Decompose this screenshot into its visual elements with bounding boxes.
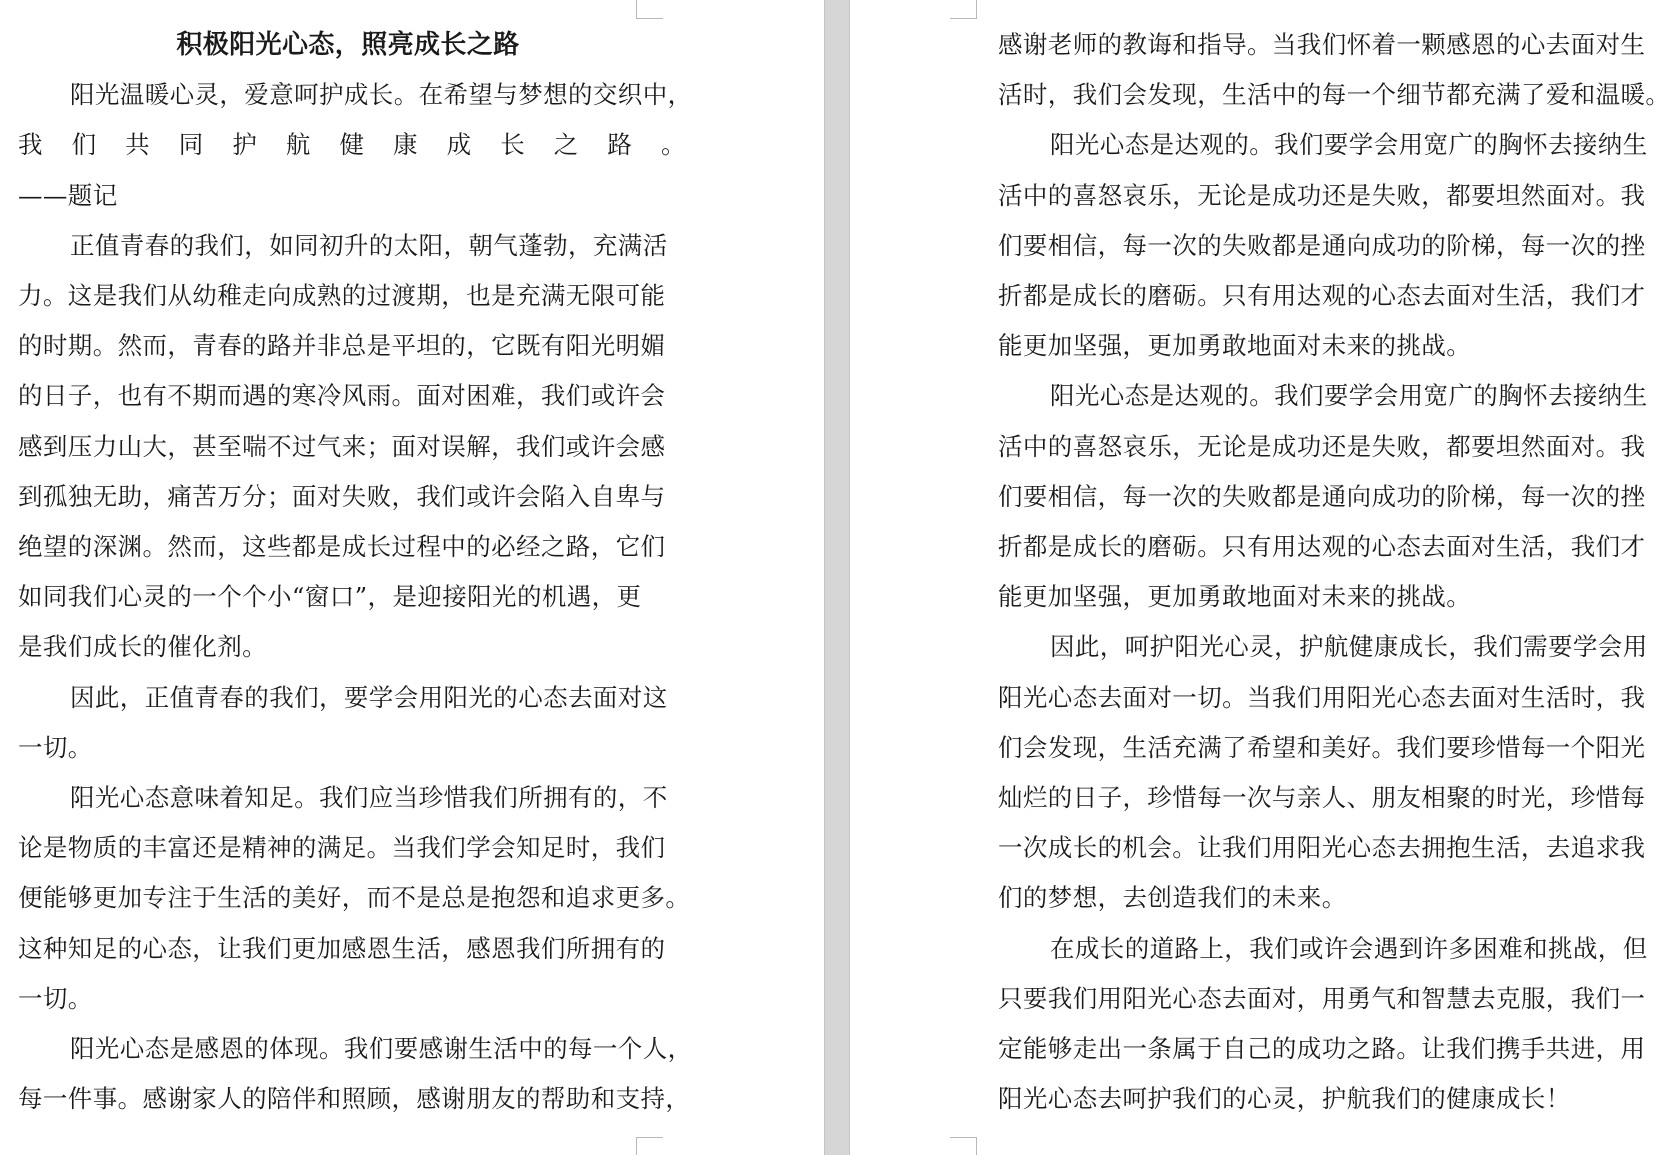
paragraph-line: 是我们成长的催化剂。	[18, 632, 267, 662]
paragraph-line: 力。这是我们从幼稚走向成熟的过渡期，也是充满无限可能	[18, 281, 666, 311]
page-corner-mark	[636, 0, 663, 19]
paragraph-line: 只要我们用阳光心态去面对，用勇气和智慧去克服，我们一	[998, 983, 1646, 1013]
paragraph-line: 折都是成长的磨砺。只有用达观的心态去面对生活，我们才	[998, 532, 1646, 562]
paragraph-line: 如同我们心灵的一个个小“窗口”，是迎接阳光的机遇，更	[18, 582, 642, 612]
page-corner-mark	[636, 1137, 663, 1155]
paragraph-line: 们的梦想，去创造我们的未来。	[998, 883, 1347, 913]
paragraph-line: 阳光心态是感恩的体现。我们要感谢生活中的每一个人，	[70, 1034, 693, 1064]
paragraph-line: 们会发现，生活充满了希望和美好。我们要珍惜每一个阳光	[998, 732, 1646, 762]
paragraph-line: 因此，正值青春的我们，要学会用阳光的心态去面对这	[70, 682, 668, 712]
epigraph-char: 成	[446, 130, 472, 160]
paragraph-line: 感谢老师的教诲和指导。当我们怀着一颗感恩的心去面对生	[998, 30, 1646, 59]
paragraph-line: 便能够更加专注于生活的美好，而不是总是抱怨和追求更多。	[18, 883, 691, 913]
paragraph-line: 折都是成长的磨砺。只有用达观的心态去面对生活，我们才	[998, 281, 1646, 311]
text-column-left	[18, 20, 698, 1124]
epigraph-char: 路	[607, 130, 633, 160]
paragraph-line: 这种知足的心态，让我们更加感恩生活，感恩我们所拥有的	[18, 933, 666, 963]
paragraph-line: 能更加坚强，更加勇敢地面对未来的挑战。	[998, 331, 1472, 361]
epigraph-char: 长	[500, 130, 526, 160]
paragraph-line: 一切。	[18, 983, 93, 1013]
paragraph-line: 在成长的道路上，我们或许会遇到许多困难和挑战，但	[1050, 933, 1648, 963]
paragraph-line: 灿烂的日子，珍惜每一次与亲人、朋友相聚的时光，珍惜每	[998, 783, 1646, 813]
epigraph-attribution: ——题记	[18, 180, 118, 210]
paragraph	[18, 773, 698, 1024]
page-corner-mark	[950, 0, 977, 19]
paragraph-line: 阳光心态是达观的。我们要学会用宽广的胸怀去接纳生	[1050, 130, 1648, 160]
paragraph	[998, 371, 1676, 622]
page-gap	[824, 0, 850, 1155]
epigraph-char: 护	[232, 130, 258, 160]
paragraph-line: 因此，呵护阳光心灵，护航健康成长，我们需要学会用	[1050, 632, 1648, 662]
paragraph	[998, 622, 1676, 923]
epigraph-char: 。	[660, 130, 686, 160]
paragraph-line: 们要相信，每一次的失败都是通向成功的阶梯，每一次的挫	[998, 481, 1646, 511]
paragraph-line: 绝望的深渊。然而，这些都是成长过程中的必经之路，它们	[18, 532, 666, 562]
epigraph-line: 阳光温暖心灵，爱意呵护成长。在希望与梦想的交织中，	[70, 80, 693, 110]
page-corner-mark	[950, 1137, 977, 1155]
epigraph-char: 们	[71, 130, 97, 160]
paragraph	[998, 120, 1676, 371]
paragraph-line: 论是物质的丰富还是精神的满足。当我们学会知足时，我们	[18, 833, 666, 863]
paragraph-line: 感到压力山大，甚至喘不过气来；面对误解，我们或许会感	[18, 431, 666, 461]
paragraph-line: 活中的喜怒哀乐，无论是成功还是失败，都要坦然面对。我	[998, 431, 1646, 461]
paragraph	[998, 924, 1676, 1125]
document-title: 积极阳光心态，照亮成长之路	[176, 30, 520, 60]
document-page-left	[0, 0, 824, 1155]
paragraph-line: 一次成长的机会。让我们用阳光心态去拥抱生活，去追求我	[998, 833, 1646, 863]
epigraph-char: 航	[285, 130, 311, 160]
paragraph-line: 的时期。然而，青春的路并非总是平坦的，它既有阳光明媚	[18, 331, 666, 361]
paragraph-line: 阳光心态去面对一切。当我们用阳光心态去面对生活时，我	[998, 682, 1646, 712]
paragraph-line: 一切。	[18, 732, 93, 762]
epigraph-char: 康	[393, 130, 418, 160]
document-page-right	[850, 0, 1677, 1155]
paragraph	[18, 673, 698, 773]
epigraph-char: 同	[178, 130, 204, 160]
paragraph-line: 活中的喜怒哀乐，无论是成功还是失败，都要坦然面对。我	[998, 180, 1646, 210]
paragraph-line: 阳光心态去呵护我们的心灵，护航我们的健康成长！	[998, 1084, 1571, 1114]
paragraph	[18, 221, 698, 673]
epigraph-char: 之	[553, 130, 579, 160]
paragraph-line: 阳光心态意味着知足。我们应当珍惜我们所拥有的，不	[70, 783, 668, 813]
epigraph-char: 我	[18, 130, 43, 160]
paragraph	[18, 1024, 698, 1124]
paragraph-line: 阳光心态是达观的。我们要学会用宽广的胸怀去接纳生	[1050, 381, 1648, 411]
paragraph	[998, 20, 1676, 120]
paragraph-line: 们要相信，每一次的失败都是通向成功的阶梯，每一次的挫	[998, 230, 1646, 260]
paragraph-line: 到孤独无助，痛苦万分；面对失败，我们或许会陷入自卑与	[18, 481, 666, 511]
epigraph-spread-line	[18, 120, 698, 170]
epigraph-char: 健	[339, 130, 365, 160]
paragraph-line: 的日子，也有不期而遇的寒冷风雨。面对困难，我们或许会	[18, 381, 666, 411]
paragraph-line: 活时，我们会发现，生活中的每一个细节都充满了爱和温暖。	[998, 80, 1671, 110]
epigraph-char: 共	[125, 130, 151, 160]
paragraph-line: 每一件事。感谢家人的陪伴和照顾，感谢朋友的帮助和支持，	[18, 1084, 691, 1114]
paragraph-line: 能更加坚强，更加勇敢地面对未来的挑战。	[998, 582, 1472, 612]
paragraph-line: 正值青春的我们，如同初升的太阳，朝气蓬勃，充满活	[70, 230, 668, 260]
paragraph-line: 定能够走出一条属于自己的成功之路。让我们携手共进，用	[998, 1034, 1646, 1064]
text-column-right	[998, 20, 1676, 1124]
